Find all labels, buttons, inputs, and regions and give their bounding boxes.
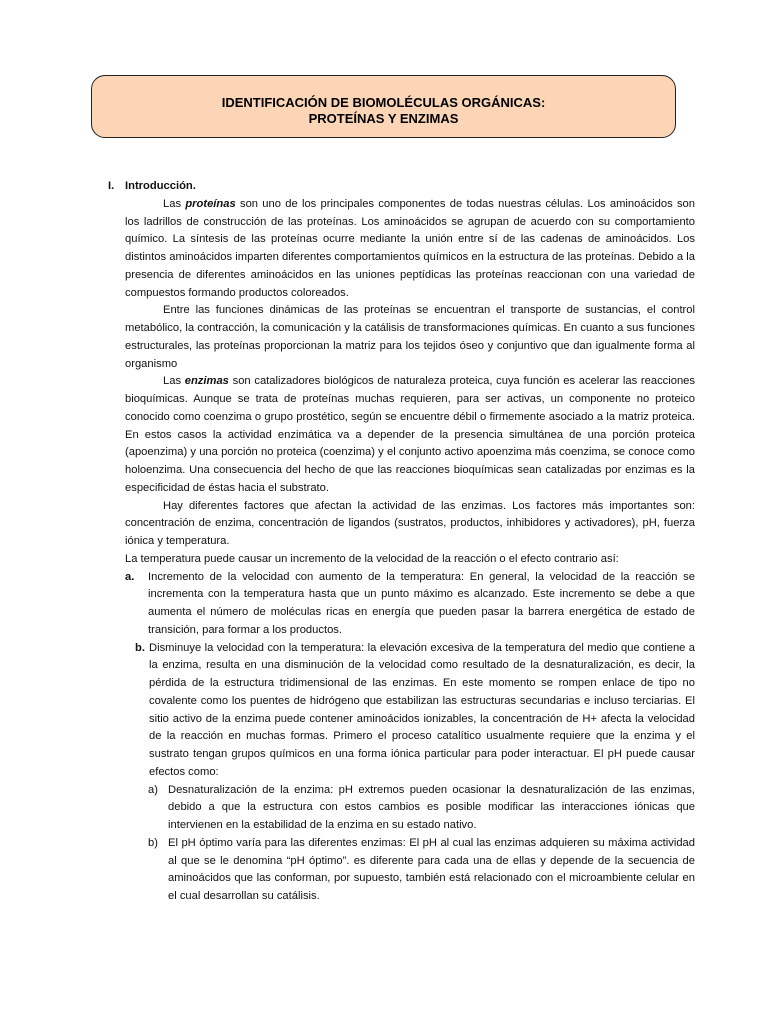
document-body <box>108 178 695 906</box>
sublist-item-a-text: Desnaturalización de la enzima: pH extremos pueden ocasionar la desnaturalización de las enzimas, debido a que la estructura con estos cambios es posible modificar las interacciones iónicas que intervienen en la estabilidad de la enzima en su estado nativo. <box>168 783 695 831</box>
p1-pre: Las <box>163 197 186 210</box>
sublist-marker-b: b) <box>148 836 158 849</box>
list-marker-a: a. <box>125 570 135 583</box>
title-line-1: IDENTIFICACIÓN DE BIOMOLÉCULAS ORGÁNICAS: <box>221 95 546 110</box>
list-item-b-text: Disminuye la velocidad con la temperatura: la elevación excesiva de la temperatura del medio que contiene a la enzima, resulta en una disminución de la velocidad como resultado de la desnaturalización, es decir, la pérdida de la estructura tridimensional de las enzimas. En este momento se rompen enlace de tipo no covalente como los puentes de hidrógeno que estabilizan las estructuras secundarias e incluso terciarias. El sitio activo de la enzima puede contener aminoácidos ionizables, la concentración de H+ afecta la velocidad de la reacción en muchas formas. Primero el proceso catalítico usualmente requiere que la enzima y el sustrato tengan grupos químicos en una forma iónica particular para poder interactuar. El pH puede causar efectos como: <box>149 641 695 778</box>
section-title: Introducción. <box>125 180 196 192</box>
sublist-item-b-text: El pH óptimo varía para las diferentes enzimas: El pH al cual las enzimas adquieren su máxima actividad al que se le denomina “pH óptimo”. es diferente para cada una de ellas y depende de la secuencia de aminoácidos que las conforman, por supuesto, también está relacionado con el microambiente celular en el cual desarrollan su catálisis. <box>168 836 695 902</box>
list-marker-b: b. <box>135 641 145 654</box>
section-number: I. <box>108 180 115 192</box>
p3-pre: Las <box>163 375 185 388</box>
sublist-item-b <box>108 835 695 906</box>
p3-text: son catalizadores biológicos de naturaleza proteica, cuya función es acelerar las reacciones bioquímicas. Aunque se trata de proteínas muchas requieren, para ser activas, un componente no proteico conocido como coenzima o grupo prostético, según se encuentre débil o firmemente asociado a la matriz proteica. En estos casos la actividad enzimática va a depender de la presencia simultánea de una porción proteica (apoenzima) y una porción no proteica (coenzima) y el conjunto activo apoenzima más coenzima, se conoce como holoenzima. Una consecuencia del hecho de que las reacciones bioquímicas sean catalizadas por enzimas es la especificidad de éstas hacia el substrato. <box>125 375 695 494</box>
title-banner <box>91 75 676 138</box>
sublist-item-a <box>108 782 695 835</box>
list-item-a <box>108 569 695 640</box>
p1-text: son uno de los principales componentes de todas nuestras células. Los aminoácidos son los ladrillos de construcción de las proteínas. Los aminoácidos se agrupan de acuerdo con su comportamiento químico. La síntesis de las proteínas ocurre mediante la unión entre sí de las cadenas de aminoácidos. Los distintos aminoácidos imparten diferentes comportamientos químicos en la estructura de las proteínas. Debido a la presencia de diferentes aminoácidos en las uniones peptídicas las proteínas reaccionan con una variedad de compuestos formando productos coloreados. <box>125 197 695 299</box>
paragraph-temperature: La temperatura puede causar un incremento de la velocidad de la reacción o el efecto contrario así: <box>125 552 619 565</box>
sublist-marker-a: a) <box>148 783 158 796</box>
paragraph-proteins <box>108 196 695 303</box>
list-item-b <box>108 640 695 782</box>
term-enzimas: enzimas <box>184 375 229 388</box>
paragraph-functions: Entre las funciones dinámicas de las proteínas se encuentran el transporte de sustancias, el control metabólico, la contracción, la comunicación y la catálisis de transformaciones químicas. En cuanto a sus funciones estructurales, las proteínas proporcionan la matriz para los tejidos óseo y conjuntivo que dan igualmente forma al organismo <box>125 304 695 370</box>
paragraph-factors: Hay diferentes factores que afectan la actividad de las enzimas. Los factores más importantes son: concentración de enzima, concentración de ligandos (sustratos, productos, inhibidores y activadores), pH, fuerza iónica y temperatura. <box>125 499 695 547</box>
term-proteinas: proteínas <box>185 197 236 210</box>
section-heading <box>108 178 695 196</box>
title-line-2: PROTEÍNAS Y ENZIMAS <box>308 111 459 126</box>
paragraph-enzymes <box>108 373 695 497</box>
list-item-a-text: Incremento de la velocidad con aumento de la temperatura: En general, la velocidad de la reacción se incrementa con la temperatura hasta que un punto máximo es alcanzado. Este incremento se debe a que aumenta el número de moléculas ricas en energía que pueden pasar la barrera energética de estado de transición, para formar a los productos. <box>148 570 695 636</box>
